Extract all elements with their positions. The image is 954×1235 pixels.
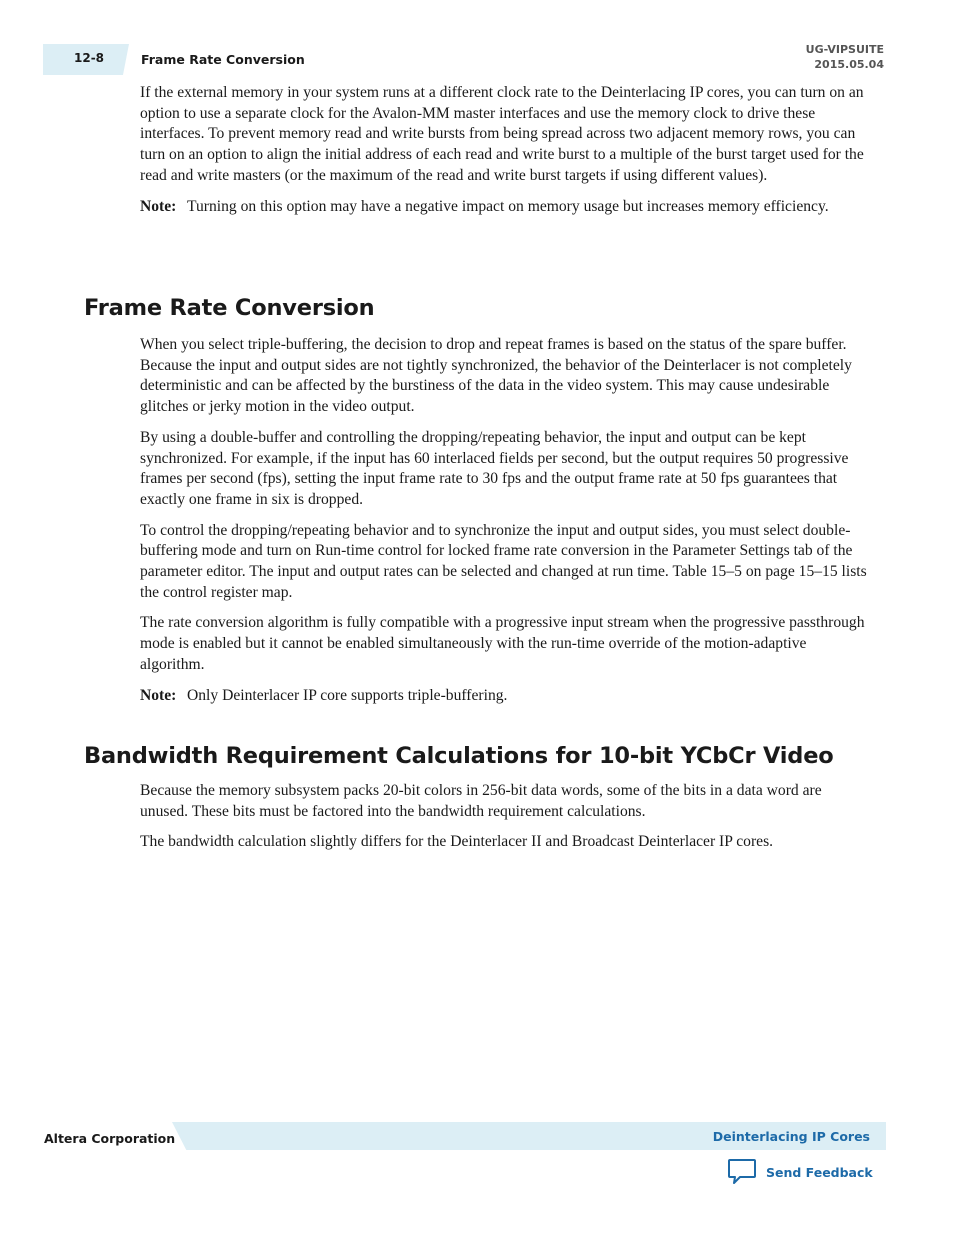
paragraph: To control the dropping/repeating behavior and to synchronize the input and output sides, you must select double-buffering mode and turn on Run-time control for locked frame rate conversion in the Parameter Settings tab of the parameter editor. The input and output rates can be selected and changed at run time. Table 15–5 on page 15–15 lists the control register map.: [140, 521, 867, 601]
speech-bubble-icon: [727, 1158, 757, 1186]
running-title: Frame Rate Conversion: [141, 52, 305, 67]
paragraph: Because the memory subsystem packs 20-bit colors in 256-bit data words, some of the bits in a data word are unused. These bits must be factored into the bandwidth requirement calculations.: [140, 782, 822, 820]
section-heading-frame-rate: Frame Rate Conversion: [84, 295, 375, 321]
send-feedback-link[interactable]: [727, 1158, 873, 1186]
bandwidth-section: [140, 781, 870, 863]
note-label: Note:: [140, 197, 177, 215]
footer-chapter-link[interactable]: Deinterlacing IP Cores: [712, 1129, 870, 1144]
paragraph: The rate conversion algorithm is fully compatible with a progressive input stream when the progressive passthrough mode is enabled but it cannot be enabled simultaneously with the run-time override of the motion-adaptive algorithm.: [140, 614, 865, 673]
note-text: Turning on this option may have a negative impact on memory usage but increases memory efficiency.: [187, 197, 829, 215]
frame-rate-note: [140, 686, 870, 707]
intro-paragraph: If the external memory in your system runs at a different clock rate to the Deinterlacing IP cores, you can turn on an option to use a separate clock for the Avalon-MM master interfaces and use the memory clock to drive these interfaces. To prevent memory read and write bursts from being spread across two adjacent memory rows, you can turn on an option to align the initial address of each read and write burst to a multiple of the burst target used for the read and write masters (or the maximum of the read and write burst targets if using different values).: [140, 84, 864, 184]
frame-rate-section: [140, 335, 870, 716]
footer-company: Altera Corporation: [44, 1131, 176, 1146]
note-label: Note:: [140, 686, 177, 704]
intro-section: [140, 83, 870, 227]
document-id: UG-VIPSUITE: [805, 43, 884, 56]
note-text: Only Deinterlacer IP core supports triple-buffering.: [187, 686, 508, 704]
document-date: 2015.05.04: [814, 58, 884, 71]
paragraph: The bandwidth calculation slightly differs for the Deinterlacer II and Broadcast Deinterlacer IP cores.: [140, 833, 774, 851]
page-number: 12-8: [74, 51, 105, 65]
send-feedback-label: Send Feedback: [766, 1164, 873, 1180]
paragraph: By using a double-buffer and controlling the dropping/repeating behavior, the input and output can be kept synchronized. For example, if the input has 60 interlaced fields per second, but the output requires 50 progressive frames per second (fps), setting the input frame rate to 30 fps and the output frame rate at 50 fps guarantees that exactly one frame in six is dropped.: [140, 428, 849, 508]
intro-note: [140, 197, 870, 218]
paragraph: When you select triple-buffering, the decision to drop and repeat frames is based on the status of the spare buffer. Because the input and output sides are not tightly synchronized, the behavior of the Deinterlacer is not completely deterministic and can be affected by the burstiness of the data in the video system. This may cause undesirable glitches or jerky motion in the video output.: [140, 336, 852, 416]
section-heading-bandwidth: Bandwidth Requirement Calculations for 10-bit YCbCr Video: [84, 743, 834, 769]
